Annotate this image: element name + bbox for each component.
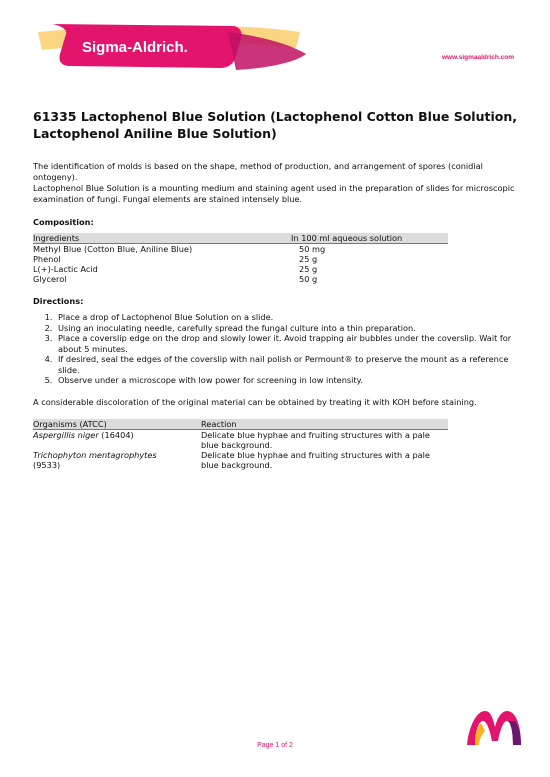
ingredient-amount: 50 g bbox=[299, 274, 318, 284]
composition-heading: Composition: bbox=[33, 217, 94, 227]
page-number: Page 1 of 2 bbox=[257, 742, 293, 749]
ingredient-name: Methyl Blue (Cotton Blue, Aniline Blue) bbox=[33, 244, 193, 254]
composition-header-row bbox=[33, 233, 448, 244]
page-title: 61335 Lactophenol Blue Solution (Lactophenol Cotton Blue Solution, Lactophenol Aniline Blue Solution) bbox=[33, 109, 517, 141]
direction-step: 2. Using an inoculating needle, carefully spread the fungal culture into a thin preparation. bbox=[55, 323, 517, 334]
header-logo-band bbox=[0, 22, 550, 78]
column-header-amount: In 100 ml aqueous solution bbox=[291, 233, 448, 244]
table-row bbox=[33, 429, 448, 450]
organism-name: Aspergillis niger bbox=[33, 429, 99, 440]
table-row bbox=[33, 244, 448, 255]
ingredient-name: L(+)-Lactic Acid bbox=[33, 264, 98, 274]
table-row bbox=[33, 450, 448, 470]
ingredient-amount: 25 g bbox=[299, 254, 318, 264]
table-row bbox=[33, 254, 448, 264]
intro-paragraph-1: The identification of molds is based on the shape, method of production, and arrangement of spores (conidial ontogeny). bbox=[33, 161, 483, 182]
organism-name: Trichophyton mentagrophytes bbox=[33, 449, 157, 460]
column-header-organisms: Organisms (ATCC) bbox=[33, 419, 201, 430]
ingredient-name: Glycerol bbox=[33, 274, 67, 284]
direction-step: 4. If desired, seal the edges of the coverslip with nail polish or Permount® to preserve the mount as a reference slide. bbox=[55, 354, 517, 375]
table-row bbox=[33, 264, 448, 274]
directions-list bbox=[33, 312, 517, 386]
website-url[interactable]: www.sigmaaldrich.com bbox=[441, 54, 514, 61]
organisms-table bbox=[33, 419, 448, 470]
directions-heading: Directions: bbox=[33, 296, 84, 306]
column-header-reaction: Reaction bbox=[201, 419, 448, 430]
ingredient-amount: 50 mg bbox=[299, 244, 326, 254]
intro-paragraph-2: Lactophenol Blue Solution is a mounting medium and staining agent used in the preparation of slides for microscopic examination of fungi. Fungal elements are stained intensely blue. bbox=[33, 183, 515, 204]
table-row bbox=[33, 274, 448, 284]
reaction-cell: Delicate blue hyphae and fruiting structures with a pale blue background. bbox=[201, 449, 430, 470]
brand-logo-text: Sigma-Aldrich. bbox=[82, 39, 188, 56]
ingredient-name: Phenol bbox=[33, 254, 61, 264]
reaction-cell: Delicate blue hyphae and fruiting structures with a pale blue background. bbox=[201, 429, 430, 450]
organisms-header-row bbox=[33, 419, 448, 430]
direction-step: 3. Place a coverslip edge on the drop and slowly lower it. Avoid trapping air bubbles under the coverslip. Wait for about 5 minutes. bbox=[55, 333, 517, 354]
composition-table bbox=[33, 233, 448, 284]
organism-cell bbox=[33, 450, 201, 470]
ingredient-amount: 25 g bbox=[299, 264, 318, 274]
direction-step: 1. Place a drop of Lactophenol Blue Solution on a slide. bbox=[55, 312, 517, 323]
atcc-code: (9533) bbox=[33, 459, 61, 470]
column-header-ingredients: Ingredients bbox=[33, 233, 291, 244]
direction-step: 5. Observe under a microscope with low power for screening in low intensity. bbox=[55, 375, 517, 386]
document-body bbox=[33, 108, 517, 470]
koh-note: A considerable discoloration of the original material can be obtained by treating it with KOH before staining. bbox=[33, 396, 477, 407]
organism-cell bbox=[33, 429, 201, 450]
atcc-code: (16404) bbox=[98, 429, 134, 440]
